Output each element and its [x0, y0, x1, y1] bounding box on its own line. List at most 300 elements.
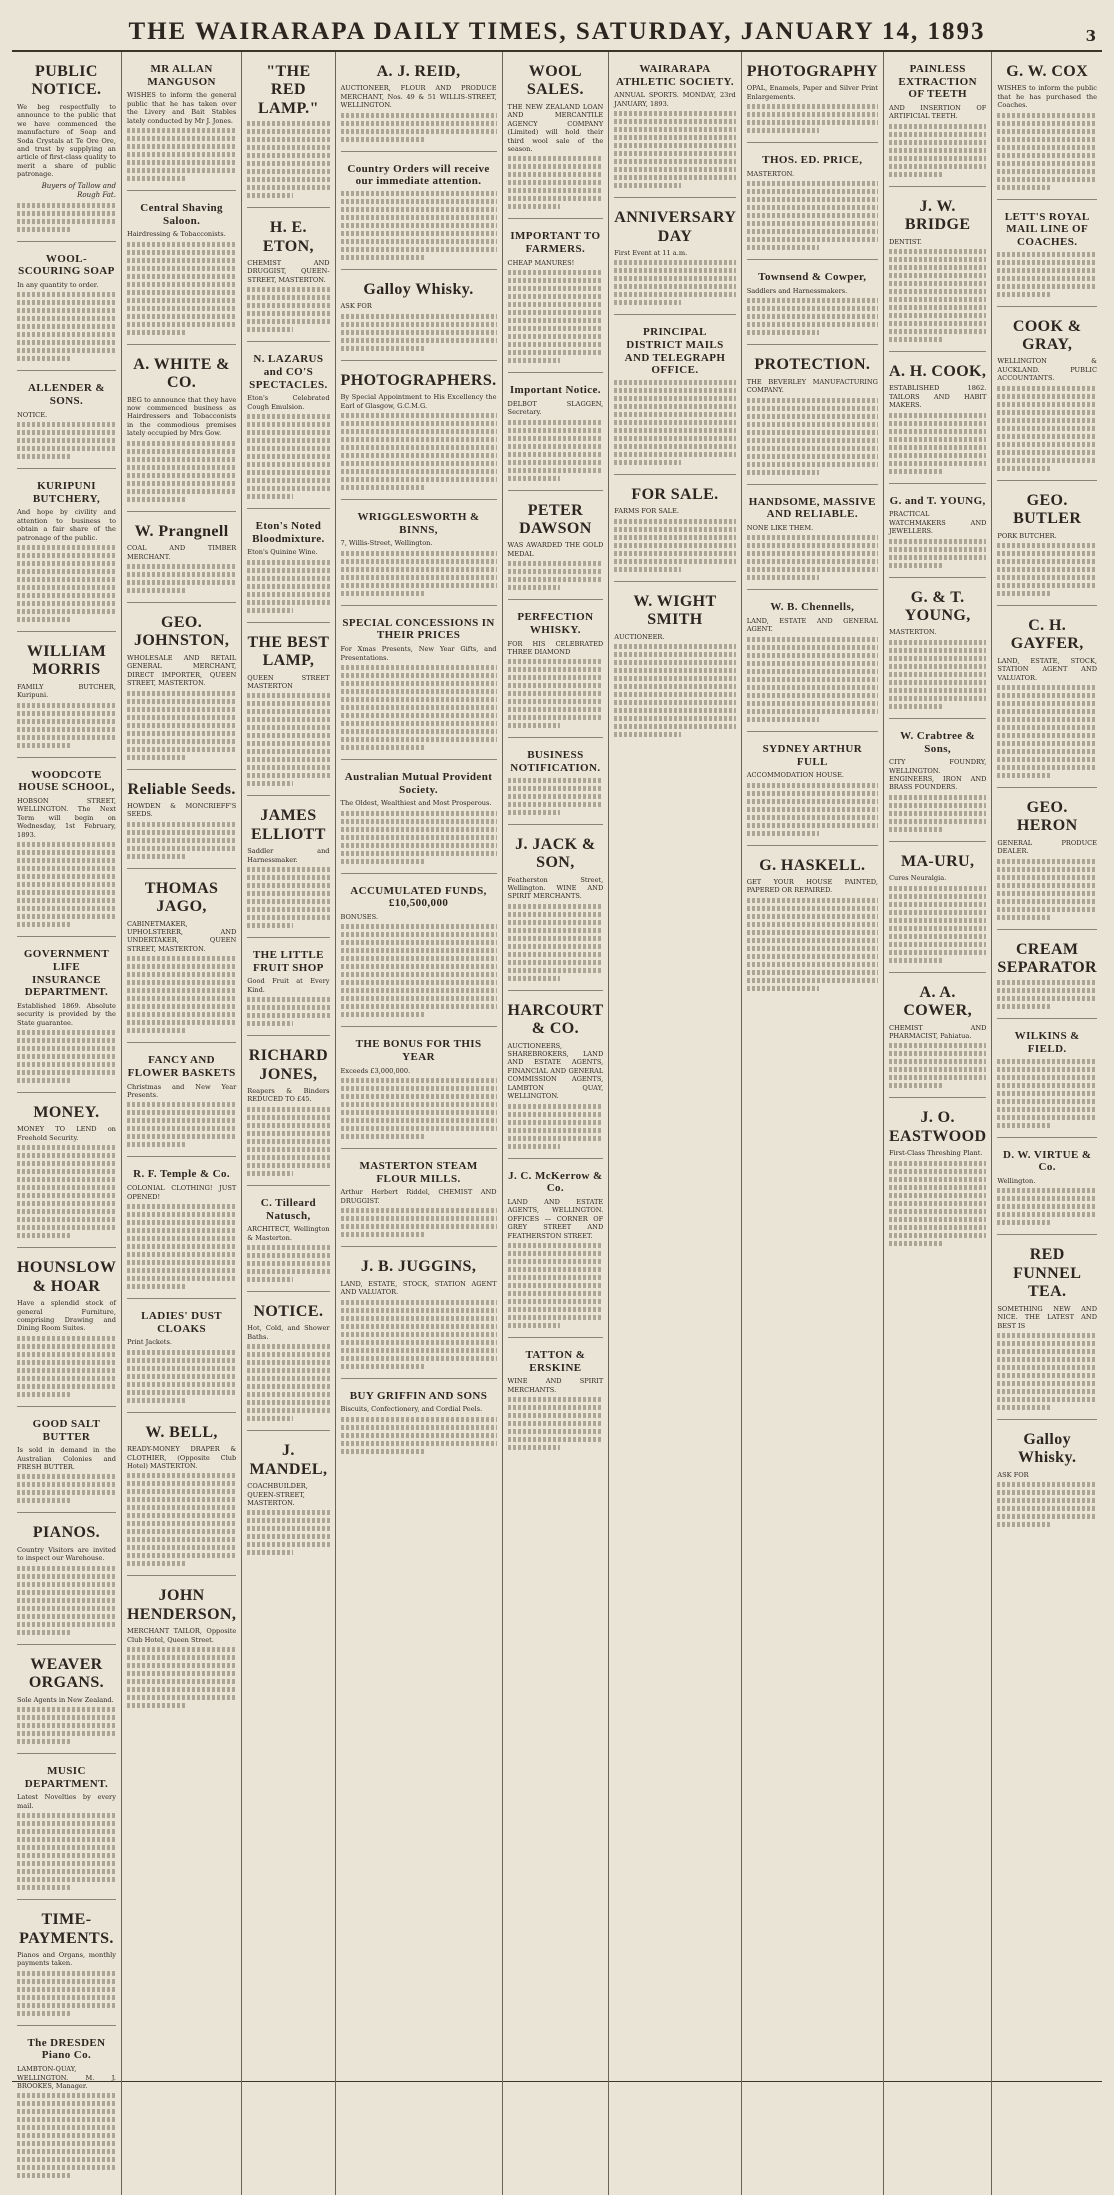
ad-heading: Australian Mutual Provident Society. — [344, 770, 493, 796]
ad-body: Arthur Herbert Riddel, CHEMIST AND DRUGGIST. — [340, 1188, 497, 1205]
advertisement — [247, 346, 329, 509]
ad-body: Featherston Street, Wellington. WINE AND SPIRIT MERCHANTS. — [507, 875, 604, 901]
ad-heading: THE LITTLE FRUIT SHOP — [252, 949, 324, 974]
body-text-lines — [247, 1510, 329, 1555]
body-text-lines — [889, 249, 986, 342]
body-text-lines — [747, 637, 878, 722]
ad-heading: J. B. JUGGINS, — [360, 1258, 477, 1276]
advertisement — [997, 792, 1097, 930]
ad-heading: BUSINESS NOTIFICATION. — [510, 749, 601, 775]
body-text-lines — [127, 1647, 236, 1708]
ad-body: AUCTIONEER. — [614, 632, 665, 641]
ad-heading: W. Crabtree & Sons, — [900, 729, 976, 755]
body-text-lines — [997, 685, 1097, 778]
body-text-lines — [889, 640, 986, 709]
advertisement — [17, 941, 116, 1093]
ad-body: NOTICE. — [17, 410, 48, 419]
ad-heading: G. HASKELL. — [759, 856, 866, 874]
body-text-lines — [341, 413, 497, 490]
body-text-lines — [997, 252, 1097, 297]
ad-body: WINE AND SPIRIT MERCHANTS. — [507, 1377, 604, 1394]
advertisement — [17, 56, 116, 242]
ad-heading: CREAM SEPARATOR — [997, 940, 1098, 977]
ad-body: COAL AND TIMBER MERCHANT. — [126, 544, 237, 561]
ad-body: CHEMIST AND DRUGGIST, QUEEN-STREET, MASTERTON. — [247, 258, 330, 284]
ad-body: For Xmas Presents, New Year Gifts, and Presentations. — [340, 645, 497, 662]
ad-heading: PRINCIPAL DISTRICT MAILS AND TELEGRAPH OFFICE. — [624, 326, 726, 377]
column-4 — [336, 52, 503, 2195]
body-text-lines — [17, 1474, 116, 1503]
advertisement — [614, 586, 735, 746]
body-text-lines — [127, 441, 236, 502]
column-2 — [122, 52, 242, 2195]
body-text-lines — [17, 1145, 116, 1238]
ad-heading: FOR SALE. — [631, 485, 719, 503]
ad-heading: A. J. REID, — [376, 63, 461, 80]
advertisement — [17, 1758, 116, 1900]
advertisement — [127, 1417, 236, 1577]
ad-heading: ACCUMULATED FUNDS, £10,500,000 — [350, 884, 487, 910]
advertisement — [341, 274, 497, 361]
advertisement — [747, 489, 878, 591]
body-text-lines — [127, 956, 236, 1033]
advertisement — [889, 723, 986, 842]
body-text-lines — [997, 113, 1097, 190]
ad-body: OPAL, Enamels, Paper and Silver Print Enlargements. — [746, 84, 878, 101]
ad-heading: GOVERNMENT LIFE INSURANCE DEPARTMENT. — [23, 948, 110, 999]
ad-body: The Oldest, Wealthiest and Most Prosperous. — [340, 799, 492, 808]
body-text-lines — [17, 1336, 116, 1397]
advertisement — [508, 742, 604, 824]
ad-heading: PHOTOGRAPHY — [746, 63, 878, 80]
advertisement — [341, 156, 497, 270]
body-text-lines — [247, 560, 329, 613]
body-text-lines — [997, 1059, 1097, 1128]
body-text-lines — [341, 1300, 497, 1369]
ad-body: HOBSON STREET, WELLINGTON. The Next Term will begin on Wednesday, 1st February, 1893. — [17, 797, 116, 839]
advertisement — [508, 995, 604, 1159]
advertisement — [889, 1102, 986, 1254]
ad-heading: G. W. COX — [1006, 63, 1089, 80]
advertisement — [508, 223, 604, 373]
ad-heading: RICHARD JONES, — [248, 1047, 329, 1083]
ad-heading: THE BONUS FOR THIS YEAR — [355, 1038, 482, 1064]
ad-body: FARMS FOR SALE. — [614, 507, 679, 516]
ad-heading: A. H. COOK, — [889, 363, 987, 381]
advertisement — [247, 56, 329, 208]
body-text-lines — [889, 413, 986, 474]
ad-heading: TATTON & ERSKINE — [525, 1349, 586, 1374]
ad-signature: Buyers of Tallow and Rough Fat. — [41, 181, 116, 199]
advertisement — [247, 942, 329, 1036]
ad-heading: H. E. ETON, — [262, 219, 314, 255]
ad-body: READY-MONEY DRAPER & CLOTHIER, (Opposite Club Hotel) MASTERTON. — [126, 1445, 237, 1470]
ad-body: Wellington. — [997, 1177, 1036, 1186]
ad-body: By Special Appointment to His Excellency the Earl of Glasgow, G.C.M.G. — [340, 393, 497, 410]
advertisement — [747, 736, 878, 846]
body-text-lines — [247, 867, 329, 928]
ad-body: ANNUAL SPORTS. MONDAY, 23rd JANUARY, 1893. — [614, 91, 736, 108]
ad-body: Biscuits, Confectionery, and Cordial Peels. — [340, 1405, 483, 1414]
advertisement — [247, 212, 329, 342]
advertisement — [127, 1303, 236, 1413]
body-text-lines — [247, 997, 329, 1026]
ad-body: Hairdressing & Tobacconists. — [126, 230, 226, 239]
ad-heading: W. WIGHT SMITH — [633, 592, 717, 629]
body-text-lines — [17, 1813, 116, 1890]
ad-heading: G. & T. YOUNG, — [904, 588, 971, 625]
body-text-lines — [997, 980, 1097, 1009]
body-text-lines — [341, 191, 497, 260]
ad-heading: PETER DAWSON — [519, 501, 592, 538]
body-text-lines — [747, 783, 878, 836]
ad-heading: R. F. Temple & Co. — [133, 1168, 231, 1181]
ad-heading: WOOL-SCOURING SOAP — [18, 252, 115, 278]
ad-heading: MA-URU, — [900, 852, 975, 870]
ad-body: Latest Novelties by every mail. — [17, 1793, 116, 1810]
body-text-lines — [508, 156, 604, 209]
ad-heading: PIANOS. — [32, 1524, 101, 1542]
ad-body: ACCOMMODATION HOUSE. — [746, 771, 844, 780]
ad-body: BEG to announce that they have now commenced business as Hairdressers and Tobacconists in the commodious premises lately occupied by Mrs Gow. — [126, 395, 237, 438]
ad-heading: A. WHITE & CO. — [133, 355, 230, 392]
body-text-lines — [508, 420, 604, 481]
column-5 — [503, 52, 610, 2195]
ad-heading: MR ALLAN MANGUSON — [147, 63, 216, 88]
ad-heading: WOOL SALES. — [526, 63, 584, 99]
advertisement — [127, 516, 236, 603]
ad-body: Eton's Quinine Wine. — [247, 548, 318, 557]
ad-heading: GEO. JOHNSTON, — [133, 613, 230, 650]
advertisement — [17, 1517, 116, 1644]
advertisement — [341, 1031, 497, 1149]
ad-body: Print Jackets. — [126, 1338, 172, 1347]
body-text-lines — [889, 1161, 986, 1246]
advertisement — [889, 582, 986, 719]
ad-body: Sole Agents in New Zealand. — [17, 1695, 114, 1704]
ad-body: NONE LIKE THEM. — [746, 523, 814, 532]
advertisement — [747, 56, 878, 143]
body-text-lines — [17, 1971, 116, 2016]
advertisement — [508, 829, 604, 991]
body-text-lines — [247, 1344, 329, 1421]
body-text-lines — [17, 1030, 116, 1083]
ad-body: CHEAP MANURES! — [507, 258, 575, 267]
body-text-lines — [997, 543, 1097, 596]
body-text-lines — [247, 414, 329, 499]
body-text-lines — [17, 842, 116, 927]
ad-body: LAND AND ESTATE AGENTS, WELLINGTON. OFFICES — CORNER OF GREY STREET AND FEATHERSTON STREET. — [507, 1197, 604, 1240]
ad-heading: BUY GRIFFIN AND SONS — [349, 1389, 488, 1402]
body-text-lines — [17, 545, 116, 622]
ad-heading: IMPORTANT TO FARMERS. — [510, 230, 601, 256]
ad-heading: J. MANDEL, — [249, 1442, 328, 1478]
advertisement — [341, 504, 497, 606]
ad-body: Reapers & Binders REDUCED TO £45. — [247, 1087, 330, 1104]
body-text-lines — [889, 539, 986, 568]
body-text-lines — [127, 1350, 236, 1403]
ad-heading: Eton's Noted Bloodmixture. — [252, 520, 325, 545]
advertisement — [747, 594, 878, 732]
body-text-lines — [614, 111, 735, 188]
body-text-lines — [997, 1333, 1097, 1410]
body-text-lines — [17, 203, 116, 232]
advertisement — [997, 311, 1097, 481]
ad-heading: NOTICE. — [253, 1303, 324, 1321]
ad-heading: ALLENDER & SONS. — [27, 382, 105, 407]
advertisement — [341, 764, 497, 874]
ad-heading: WILLIAM MORRIS — [26, 643, 107, 679]
ad-body: Have a splendid stock of general Furniture, comprising Drawing and Dining Room Suites. — [17, 1299, 116, 1333]
ad-body: GET YOUR HOUSE PAINTED, PAPERED OR REPAIRED. — [746, 878, 878, 895]
body-text-lines — [127, 128, 236, 181]
ad-heading: JAMES ELLIOTT — [250, 807, 326, 843]
advertisement — [997, 204, 1097, 307]
ad-heading: FANCY AND FLOWER BASKETS — [127, 1054, 236, 1079]
column-8 — [884, 52, 992, 2195]
advertisement — [997, 56, 1097, 200]
ad-body: ARCHITECT, Wellington & Masterton. — [247, 1225, 330, 1242]
advertisement — [997, 1142, 1097, 1236]
advertisement — [247, 1040, 329, 1186]
body-text-lines — [614, 519, 735, 572]
body-text-lines — [341, 314, 497, 351]
advertisement — [127, 1047, 236, 1157]
body-text-lines — [614, 644, 735, 737]
ad-body: LAMBTON-QUAY, WELLINGTON. M. J. BROOKES, Manager. — [17, 2065, 116, 2090]
ad-heading: LETT'S ROYAL MAIL LINE OF COACHES. — [1004, 210, 1090, 248]
advertisement — [508, 377, 604, 491]
ad-heading: N. LAZARUS and CO'S SPECTACLES. — [249, 353, 328, 391]
ad-heading: MONEY. — [33, 1104, 100, 1122]
advertisement — [17, 473, 116, 632]
ad-heading: C. H. GAYFER, — [1010, 616, 1084, 653]
ad-heading: KURIPUNI BUTCHERY, — [32, 480, 101, 505]
ad-heading: GEO. HERON — [1016, 799, 1078, 835]
ad-heading: RED FUNNEL TEA. — [1013, 1246, 1082, 1301]
ad-body: WHOLESALE AND RETAIL GENERAL MERCHANT, DIRECT IMPORTER, QUEEN STREET, MASTERTON. — [126, 653, 237, 688]
advertisement — [614, 56, 735, 198]
ad-body: AND INSERTION OF ARTIFICIAL TEETH. — [888, 103, 987, 121]
body-text-lines — [508, 561, 604, 590]
body-text-lines — [341, 811, 497, 864]
advertisement — [247, 627, 329, 797]
advertisement — [17, 1904, 116, 2026]
body-text-lines — [747, 104, 878, 133]
ad-body: COLONIAL CLOTHING! JUST OPENED! — [126, 1184, 237, 1201]
body-text-lines — [341, 551, 497, 596]
ad-heading: HANDSOME, MASSIVE AND RELIABLE. — [748, 495, 876, 521]
advertisement — [997, 1239, 1097, 1419]
advertisement — [614, 202, 735, 315]
body-text-lines — [889, 886, 986, 963]
ad-body: Cures Neuralgia. — [888, 874, 947, 883]
ad-body: QUEEN STREET MASTERTON — [247, 673, 330, 690]
ad-body: WAS AWARDED THE GOLD MEDAL — [507, 541, 604, 558]
advertisement — [247, 800, 329, 938]
ad-body: 7, Willis-Street, Wellington. — [340, 539, 433, 548]
ad-heading: HOUNSLOW & HOAR — [17, 1259, 117, 1295]
advertisement — [247, 1296, 329, 1431]
ad-heading: ANNIVERSARY DAY — [614, 209, 737, 245]
body-text-lines — [889, 1043, 986, 1088]
advertisement — [127, 1161, 236, 1299]
ad-body: WISHES to inform the general public that he has taken over the Livery and Bait Stables lately conducted by Mr J. Jones. — [126, 91, 237, 125]
advertisement — [127, 349, 236, 512]
body-text-lines — [247, 287, 329, 332]
advertisement — [341, 1383, 497, 1463]
ad-body: And hope by civility and attention to business to obtain a fair share of the patronage of the public. — [17, 508, 116, 542]
advertisement — [997, 1424, 1097, 1536]
ad-body: First-Class Threshing Plant. — [888, 1149, 983, 1158]
ad-heading: G. and T. YOUNG, — [889, 494, 986, 507]
ad-body: MONEY TO LEND on Freehold Security. — [17, 1125, 116, 1142]
ad-heading: COOK & GRAY, — [1012, 317, 1082, 354]
advertisement — [17, 1411, 116, 1514]
advertisement — [508, 604, 604, 738]
ad-heading: SPECIAL CONCESSIONS IN THEIR PRICES — [342, 616, 495, 642]
advertisement — [341, 56, 497, 152]
ad-heading: PAINLESS EXTRACTION OF TEETH — [898, 63, 977, 101]
ad-body: Hot, Cold, and Shower Baths. — [247, 1324, 330, 1341]
body-text-lines — [508, 1397, 604, 1450]
ad-body: We beg respectfully to announce to the public that we have commenced the manufacture of Soap and Soda Crystals at Te Ore Ore, and trust by supplying an article of first-class quality to merit a share of public patronage. — [17, 102, 116, 179]
advertisement — [747, 850, 878, 1000]
body-text-lines — [247, 693, 329, 786]
ad-heading: C. Tilleard Natusch, — [260, 1196, 317, 1222]
ad-body: WELLINGTON & AUCKLAND. PUBLIC ACCOUNTANTS. — [997, 357, 1097, 383]
ad-body: LAND, ESTATE, STOCK, STATION AGENT AND VALUATOR. — [340, 1279, 497, 1297]
columns — [12, 52, 1102, 2090]
body-text-lines — [997, 859, 1097, 920]
ad-heading: A. A. COWER, — [903, 983, 972, 1020]
column-6 — [609, 52, 741, 2195]
advertisement — [247, 1435, 329, 1564]
advertisement — [997, 610, 1097, 788]
advertisement — [889, 356, 986, 484]
ad-heading: GEO. BUTLER — [1013, 491, 1082, 528]
ad-heading: J. O. EASTWOOD — [888, 1109, 987, 1145]
ad-body: Exceeds £3,000,000. — [340, 1066, 411, 1075]
advertisement — [889, 56, 986, 187]
ad-body: MERCHANT TAILOR, Opposite Club Hotel, Queen Street. — [126, 1627, 237, 1644]
advertisement — [997, 1023, 1097, 1137]
ad-heading: WILKINS & FIELD. — [1014, 1030, 1080, 1056]
ad-heading: SYDNEY ARTHUR FULL — [762, 742, 863, 768]
ad-body: LAND, ESTATE, STOCK, STATION AGENT AND VALUATOR. — [997, 656, 1097, 682]
ad-heading: The DRESDEN Piano Co. — [27, 2036, 106, 2062]
ad-body: FOR HIS CELEBRATED THREE DIAMOND — [507, 639, 604, 657]
advertisement — [508, 56, 604, 219]
advertisement — [17, 1252, 116, 1407]
advertisement — [17, 246, 116, 372]
ad-body: COACHBUILDER, QUEEN-STREET, MASTERTON. — [247, 1482, 308, 1507]
advertisement — [508, 1163, 604, 1338]
ad-body: Established 1869. Absolute security is provided by the State guarantee. — [17, 1001, 116, 1027]
body-text-lines — [341, 1417, 497, 1454]
ad-heading: LADIES' DUST CLOAKS — [141, 1309, 223, 1335]
ad-heading: W. BELL, — [145, 1423, 218, 1441]
body-text-lines — [247, 1245, 329, 1282]
ad-body: Saddler and Harnessmaker. — [247, 847, 330, 864]
body-text-lines — [127, 1204, 236, 1289]
advertisement — [747, 349, 878, 484]
advertisement — [17, 1649, 116, 1754]
advertisement — [17, 1097, 116, 1248]
ad-body: DENTIST. — [888, 237, 922, 246]
ad-body: ASK FOR — [997, 1470, 1029, 1479]
ad-body: CITY FOUNDRY, WELLINGTON. ENGINEERS, IRON AND BRASS FOUNDERS. — [888, 758, 987, 792]
advertisement — [341, 878, 497, 1028]
ad-body: PRACTICAL WATCHMAKERS AND JEWELLERS. — [888, 510, 987, 536]
body-text-lines — [127, 691, 236, 760]
body-text-lines — [508, 270, 604, 363]
masthead — [12, 8, 1102, 52]
ad-heading: PUBLIC NOTICE. — [31, 63, 102, 99]
ad-body: Eton's Celebrated Cough Emulsion. — [247, 394, 330, 411]
advertisement — [17, 636, 116, 758]
ad-body: DELBOT SLAGGEN, Secretary. — [507, 399, 604, 417]
body-text-lines — [747, 181, 878, 250]
ad-heading: Galloy Whisky. — [363, 280, 474, 298]
ad-heading: THE BEST LAMP, — [247, 633, 330, 670]
ad-heading: Important Notice. — [509, 384, 601, 397]
advertisement — [747, 147, 878, 260]
body-text-lines — [17, 422, 116, 459]
body-text-lines — [614, 260, 735, 305]
body-text-lines — [17, 2093, 116, 2178]
body-text-lines — [247, 1107, 329, 1176]
body-text-lines — [747, 898, 878, 991]
column-7 — [742, 52, 884, 2195]
column-1 — [12, 52, 122, 2195]
ad-body: CABINETMAKER, UPHOLSTERER, AND UNDERTAKER, QUEEN STREET, MASTERTON. — [126, 919, 237, 953]
ad-heading: J. JACK & SON, — [515, 835, 596, 872]
body-text-lines — [747, 298, 878, 335]
ad-heading: "THE RED LAMP." — [257, 63, 319, 117]
ad-heading: MASTERTON STEAM FLOUR MILLS. — [359, 1160, 478, 1185]
ad-heading: THOS. ED. PRICE, — [762, 154, 863, 167]
body-text-lines — [508, 659, 604, 728]
body-text-lines — [247, 121, 329, 198]
advertisement — [997, 485, 1097, 606]
advertisement — [17, 762, 116, 937]
ad-heading: WEAVER ORGANS. — [28, 1655, 105, 1692]
column-9 — [992, 52, 1102, 2195]
advertisement — [614, 479, 735, 582]
ad-heading: JOHN HENDERSON, — [126, 1587, 237, 1623]
ad-heading: J. C. McKerrow & Co. — [508, 1169, 603, 1195]
body-text-lines — [614, 380, 735, 465]
body-text-lines — [341, 924, 497, 1017]
ad-body: CHEMIST AND PHARMACIST, Pahiatua. — [888, 1023, 987, 1040]
advertisement — [889, 488, 986, 578]
body-text-lines — [127, 1102, 236, 1147]
page-number: 3 — [1085, 27, 1096, 45]
ad-body: Pianos and Organs, monthly payments taken. — [17, 1950, 116, 1968]
ad-heading: WAIRARAPA ATHLETIC SOCIETY. — [615, 63, 734, 88]
ad-heading: HARCOURT & CO. — [507, 1001, 604, 1038]
body-text-lines — [997, 386, 1097, 471]
ad-body: WISHES to inform the public that he has purchased the Coaches. — [997, 84, 1097, 110]
ad-body: Good Fruit at Every Kind. — [247, 977, 330, 994]
ad-heading: PHOTOGRAPHERS. — [340, 371, 497, 389]
ad-body: Christmas and New Year Presents. — [126, 1082, 237, 1100]
body-text-lines — [17, 292, 116, 361]
ad-heading: PROTECTION. — [754, 356, 871, 374]
ad-heading: Central Shaving Saloon. — [140, 202, 223, 227]
body-text-lines — [341, 113, 497, 142]
